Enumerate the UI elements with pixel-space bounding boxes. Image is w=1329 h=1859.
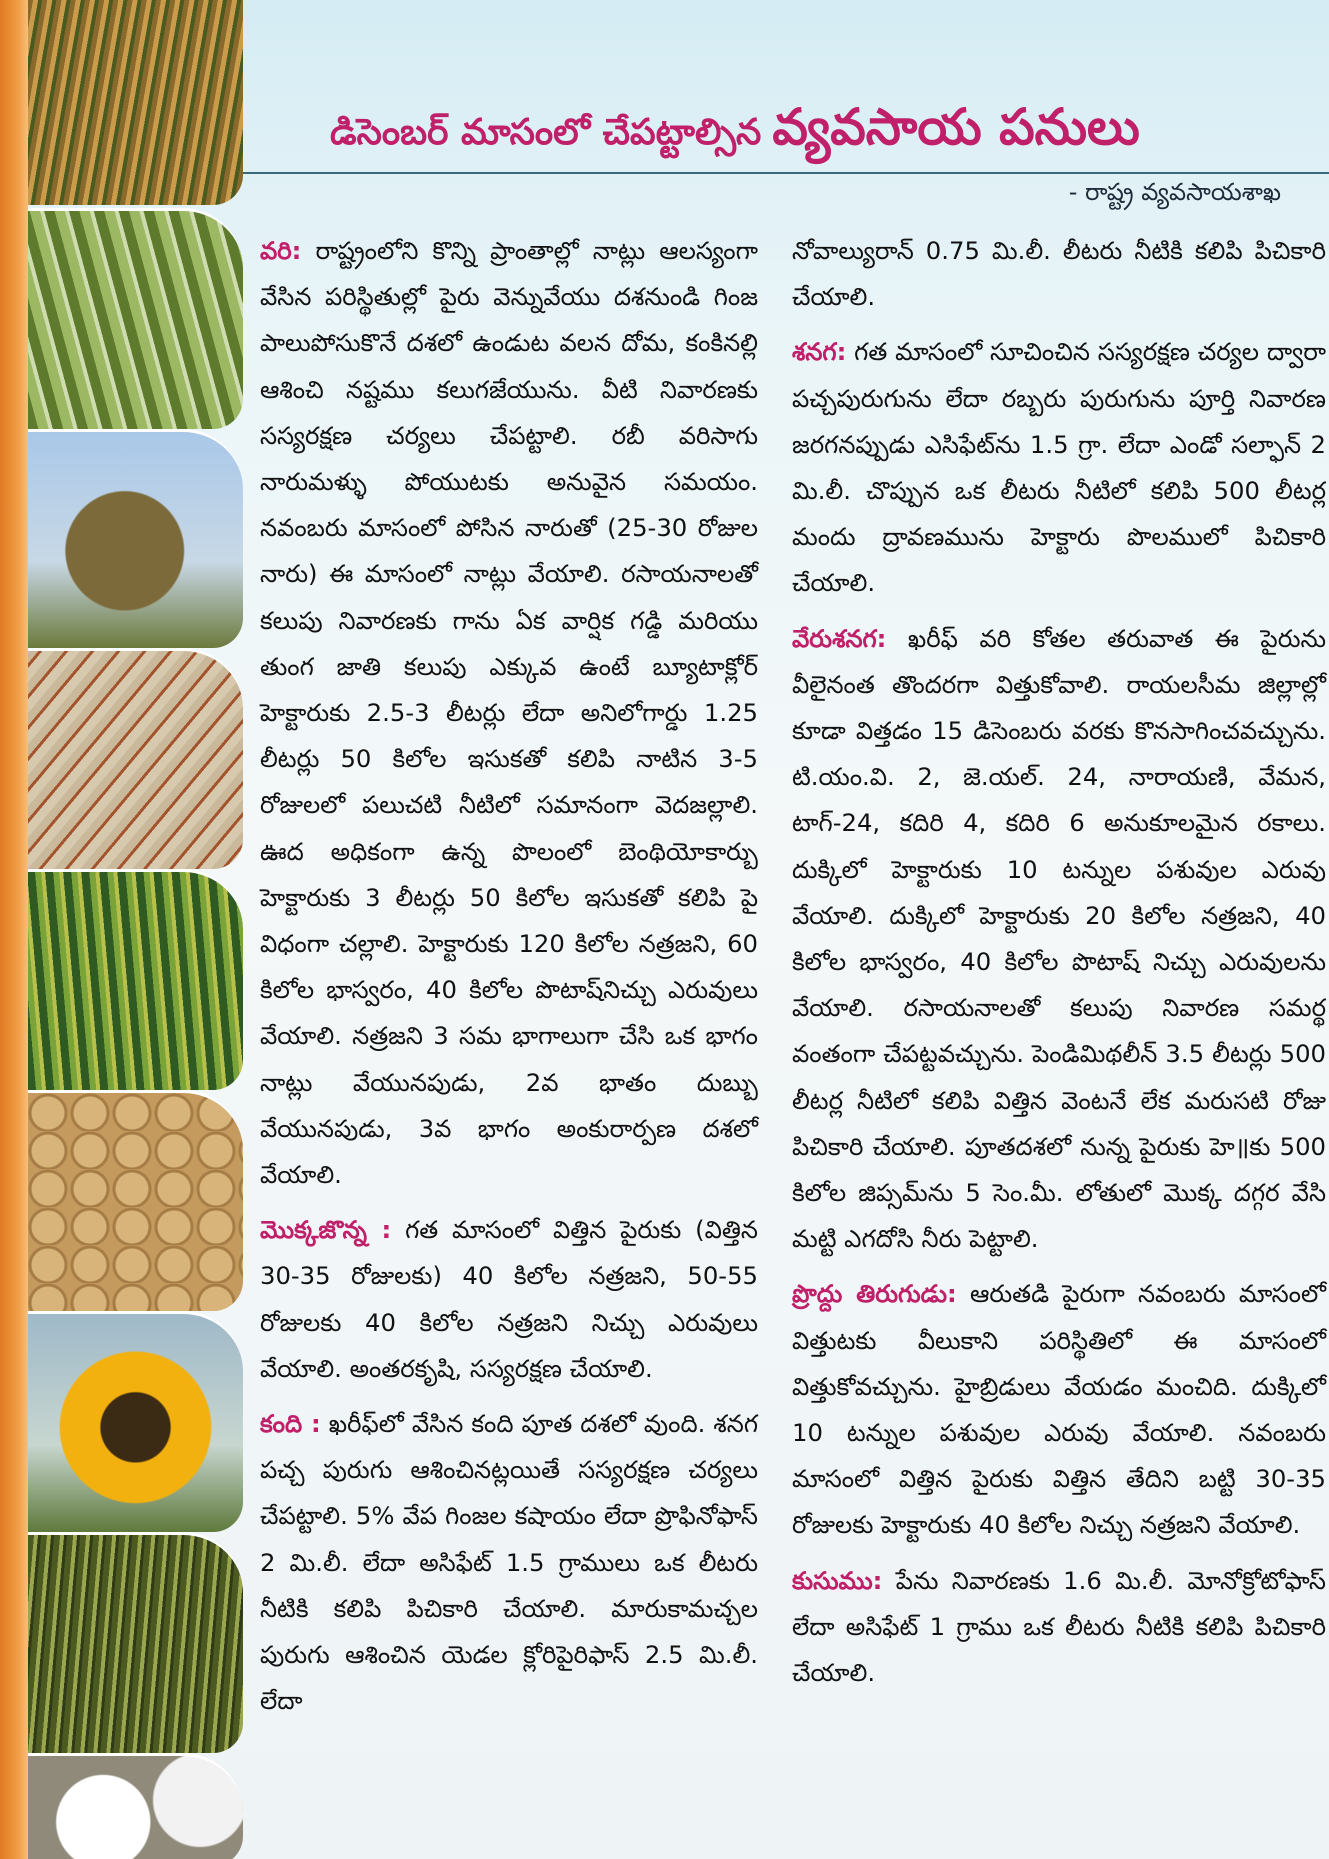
page-title xyxy=(330,98,1260,169)
title-divider xyxy=(243,172,1329,174)
section-body: పేను నివారణకు 1.6 మి.లీ. మోనోక్రోటోఫాస్ లేదా అసిఫేట్ 1 గ్రాము ఒక లీటరు నీటికి కలిపి పిచికారి చేయాలి. xyxy=(792,1565,1326,1688)
orange-side-bar xyxy=(0,0,28,1859)
redgram-photo xyxy=(28,648,243,869)
section-proddutirugudu xyxy=(792,1271,1326,1548)
section-heading: మొక్కజొన్న : xyxy=(260,1215,392,1245)
crop-photo-strip xyxy=(28,0,243,1859)
chilli-photo xyxy=(28,869,243,1090)
section-heading: కుసుము: xyxy=(792,1565,883,1595)
section-mokkajonna xyxy=(260,1207,758,1392)
left-column xyxy=(260,228,758,1734)
section-shanaga xyxy=(792,329,1326,606)
title-part-1: డిసెంబర్ మాసంలో చేపట్టాల్సిన xyxy=(330,112,762,153)
section-body: నోవాల్యురాన్ 0.75 మి.లీ. లీటరు నీటికి కలిపి పిచికారి చేయాలి. xyxy=(792,236,1326,312)
section-body: ఖరీఫ్ వరి కోతల తరువాత ఈ పైరును వీలైనంత తొందరగా విత్తుకోవాలి. రాయలసీమ జిల్లాల్లో కూడా విత్తడం 15 డిసెంబరు వరకు కొనసాగించవచ్చును. టి.యం.వి. 2, జె.యల్. 24, నారాయణి, వేమన, టాగ్-24, కదిరి 4, కదిరి 6 అనుకూలమైన రకాలు. దుక్కిలో హెక్టారుకు 10 టన్నుల పశువుల ఎరువు వేయాలి. దుక్కిలో హెక్టారుకు 20 కిలోల నత్రజని, 40 కిలోల భాస్వరం, 40 కిలోల పొటాష్ నిచ్చు ఎరువులను వేయాలి. రసాయనాలతో కలుపు నివారణ సమర్థ వంతంగా చేపట్టవచ్చును. పెండిమిథలీన్ 3.5 లీటర్లు 500 లీటర్ల నీటిలో కలిపి విత్తిన వెంటనే లేక మరుసటి రోజు పిచికారి చేయాలి. పూతదశలో నున్న పైరుకు హె॥కు 500 కిలోల జిప్సమ్‌ను 5 సెం.మీ. లోతులో మొక్క దగ్గర వేసి మట్టి ఎగదోసి నీరు పెట్టాలి. xyxy=(792,623,1326,1254)
section-verushanaga xyxy=(792,616,1326,1263)
title-part-2: వ్యవసాయ పనులు xyxy=(772,98,1140,156)
section-heading: ప్రొద్దు తిరుగుడు: xyxy=(792,1279,957,1309)
section-heading: శనగ: xyxy=(792,337,847,367)
section-kandi xyxy=(260,1401,758,1724)
sorghum-photo xyxy=(28,429,243,648)
section-body: ఆరుతడి పైరుగా నవంబరు మాసంలో విత్తుటకు వీలుకాని పరిస్థితిలో ఈ మాసంలో విత్తుకోవచ్చును. హైబ్రిడులు వేయడం మంచిది. దుక్కిలో 10 టన్నుల పశువుల ఎరువు వేయాలి. నవంబరు మాసంలో విత్తిన పైరుకు విత్తిన తేదిని బట్టి 30-35 రోజులకు హెక్టారుకు 40 కిలోల నిచ్చు నత్రజని వేయాలి. xyxy=(792,1279,1326,1540)
section-body: గత మాసంలో విత్తిన పైరుకు (విత్తిన 30-35 రోజులకు) 40 కిలోల నత్రజని, 50-55 రోజులకు 40 కిలోల నత్రజని నిచ్చు ఎరువులు వేయాలి. అంతరకృషి, సస్యరక్షణ చేయాలి. xyxy=(260,1215,758,1383)
section-kusumu xyxy=(792,1558,1326,1697)
section-body: రాష్ట్రంలోని కొన్ని ప్రాంతాల్లో నాట్లు ఆలస్యంగా వేసిన పరిస్థితుల్లో పైరు వెన్నువేయు దశనుండి గింజ పాలుపోసుకొనే దశలో ఉండుట వలన దోమ, కంకినల్లి ఆశించి నష్టము కలుగజేయును. వీటి నివారణకు సస్యరక్షణ చర్యలు చేపట్టాలి. రబీ వరిసాగు నారుమళ్ళు పోయుటకు అనువైన సమయం. నవంబరు మాసంలో పోసిన నారుతో (25-30 రోజుల నారు) ఈ మాసంలో నాట్లు వేయాలి. రసాయనాలతో కలుపు నివారణకు గాను ఏక వార్షిక గడ్డి మరియు తుంగ జాతి కలుపు ఎక్కువ ఉంటే బ్యూటాక్లోర్ హెక్టారుకు 2.5-3 లీటర్లు లేదా అనిలోగార్డు 1.25 లీటర్లు 50 కిలోల ఇసుకతో కలిపి నాటిన 3-5 రోజులలో పలుచటి నీటిలో సమానంగా వెదజల్లాలి. ఊద అధికంగా ఉన్న పొలంలో బెంథియోకార్బు హెక్టారుకు 3 లీటర్లు 50 కిలోల ఇసుకతో కలిపి పై విధంగా చల్లాలి. హెక్టారుకు 120 కిలోల నత్రజని, 60 కిలోల భాస్వరం, 40 కిలోల పొటాష్‌నిచ్చు ఎరువులు వేయాలి. నత్రజని 3 సమ భాగాలుగా చేసి ఒక భాగం నాట్లు వేయునపుడు, 2వ భాతం దుబ్బు వేయునపుడు, 3వ భాగం అంకురార్పణ దశలో వేయాలి. xyxy=(260,236,758,1190)
author-credit: - రాష్ట్ర వ్యవసాయశాఖ xyxy=(1068,178,1281,206)
maize-photo xyxy=(28,208,243,429)
section-vari xyxy=(260,228,758,1198)
section-heading: కంది : xyxy=(260,1409,321,1439)
section-body: ఖరీఫ్‌లో వేసిన కంది పూత దశలో వుంది. శనగ పచ్చ పురుగు ఆశించినట్లయితే సస్యరక్షణ చర్యలు చేపట్టాలి. 5% వేప గింజల కషాయం లేదా ప్రొఫినోఫాస్ 2 మి.లీ. లేదా అసిఫేట్ 1.5 గ్రాములు ఒక లీటరు నీటికి కలిపి పిచికారి చేయాలి. మారుకామచ్చల పురుగు ఆశించిన యెడల క్లోరిపైరిఫాస్ 2.5 మి.లీ. లేదా xyxy=(260,1409,758,1716)
section-heading: వేరుశనగ: xyxy=(792,623,887,653)
right-column xyxy=(792,228,1326,1705)
cotton-photo xyxy=(28,1753,243,1859)
crop-field-photo xyxy=(28,1532,243,1753)
section-body: గత మాసంలో సూచించిన సస్యరక్షణ చర్యల ద్వారా పచ్చపురుగును లేదా రబ్బరు పురుగును పూర్తి నివారణ జరగనప్పుడు ఎసిఫేట్‌ను 1.5 గ్రా. లేదా ఎండో సల్ఫాన్ 2 మి.లీ. చొప్పున ఒక లీటరు నీటిలో కలిపి 500 లీటర్ల మందు ద్రావణమును హెక్టారు పొలములో పిచికారి చేయాలి. xyxy=(792,337,1326,598)
sunflower-photo xyxy=(28,1311,243,1532)
rice-photo xyxy=(28,0,243,205)
section-heading: వరి: xyxy=(260,236,302,265)
groundnut-photo xyxy=(28,1090,243,1311)
section-kandi-continued xyxy=(792,228,1326,320)
